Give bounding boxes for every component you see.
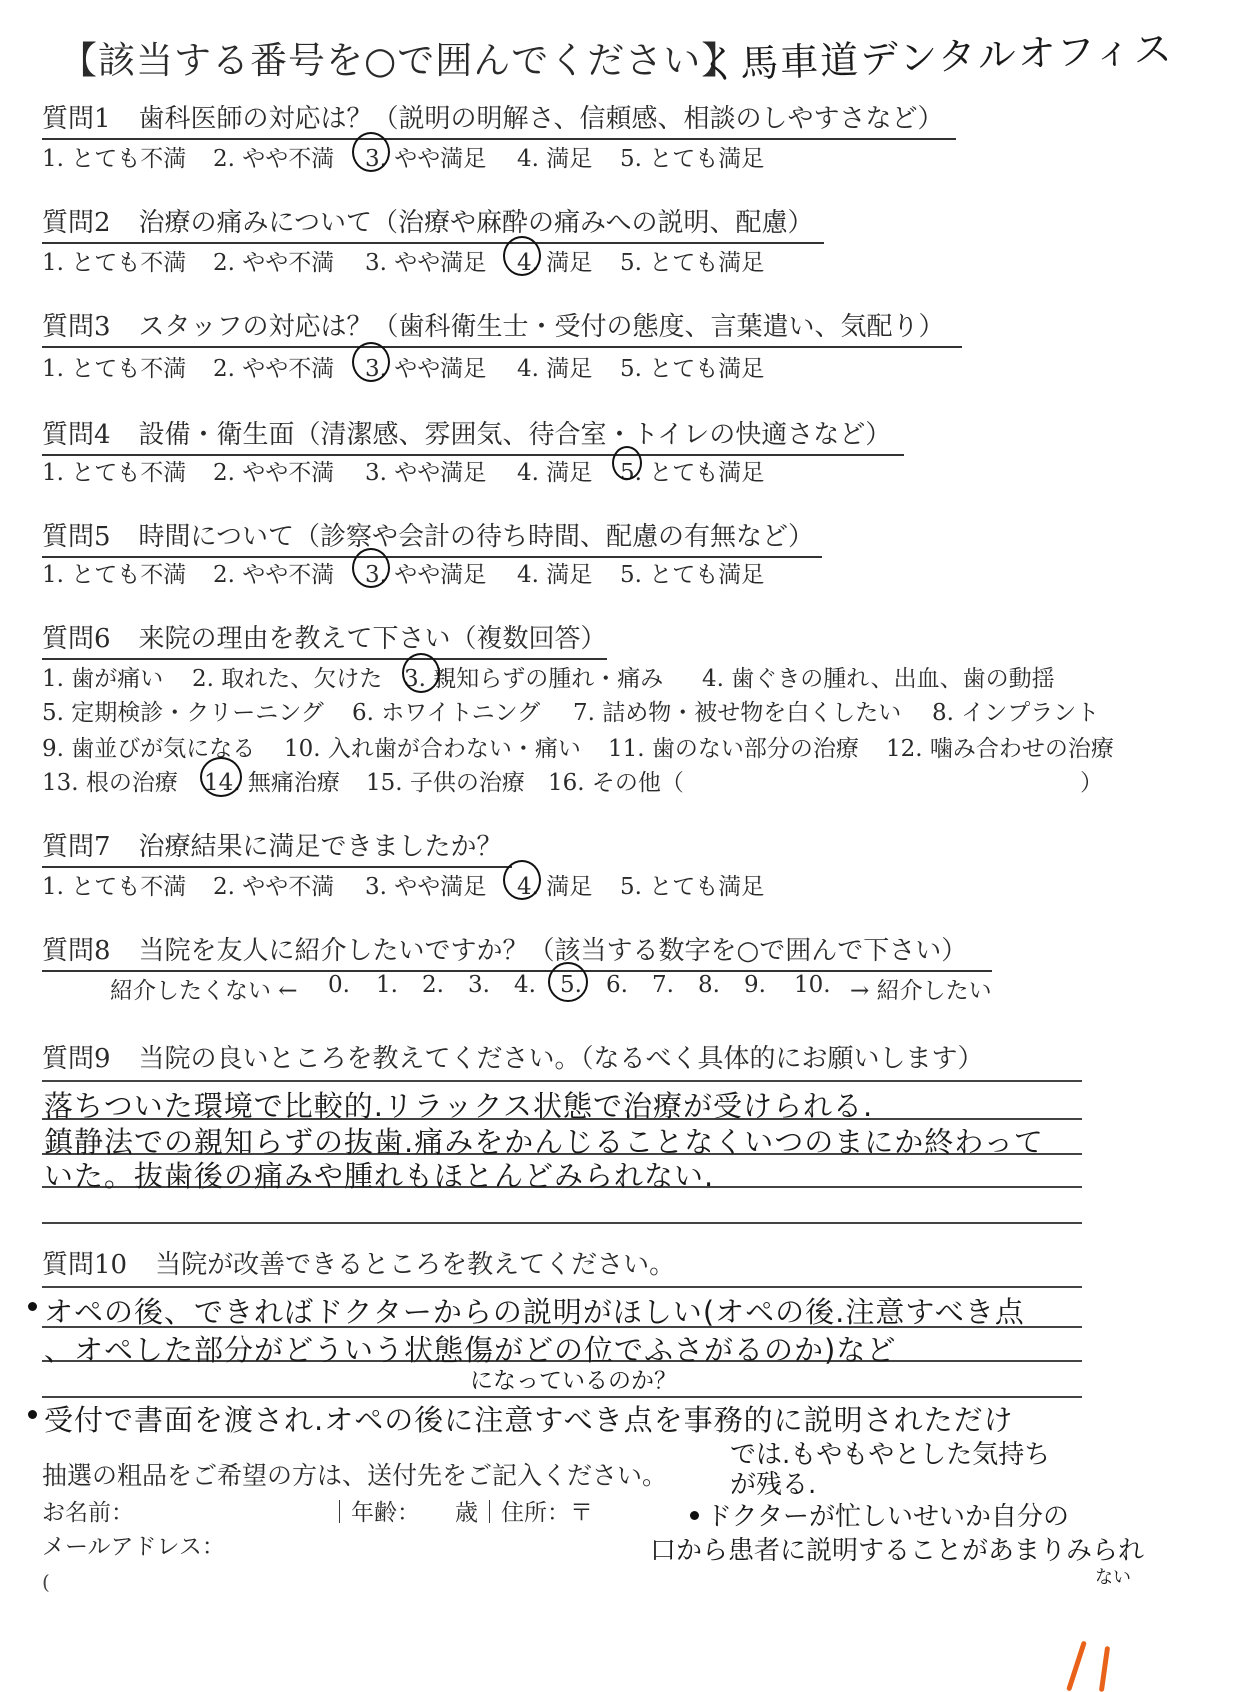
q9-answer-line-3: いた。抜歯後の痛みや腫れもほとんどみられない. bbox=[44, 1159, 715, 1193]
q5-option-5[interactable]: 5. とても満足 bbox=[620, 562, 765, 588]
recommend-score-2[interactable]: 2. bbox=[422, 972, 444, 998]
q7-option-1[interactable]: 1. とても不満 bbox=[42, 874, 187, 900]
recommend-score-8[interactable]: 8. bbox=[698, 972, 720, 998]
email-label: メールアドレス： bbox=[42, 1534, 225, 1560]
q6-reason-option[interactable]: 6. ホワイトニング bbox=[352, 700, 541, 726]
recommend-score-6[interactable]: 6. bbox=[606, 972, 628, 998]
recommend-right-label: → 紹介したい bbox=[850, 978, 992, 1004]
q5-option-1[interactable]: 1. とても不満 bbox=[42, 562, 187, 588]
q10-answer-line-7: ドクターが忙しいせいか自分の bbox=[706, 1502, 1069, 1532]
q7-option-4[interactable]: 4. 満足 bbox=[517, 874, 593, 900]
question-4-title: 質問4 設備・衛生面（清潔感、雰囲気、待合室・トイレの快適さなど） bbox=[42, 414, 904, 456]
q6-reason-option[interactable]: 11. 歯のない部分の治療 bbox=[608, 736, 859, 762]
q4-option-3[interactable]: 3. やや満足 bbox=[365, 460, 487, 486]
selection-circle bbox=[352, 342, 390, 382]
answer-line bbox=[42, 1222, 1082, 1224]
selection-circle bbox=[352, 132, 390, 172]
q5-option-3[interactable]: 3. やや満足 bbox=[365, 562, 487, 588]
name-label: お名前： bbox=[42, 1500, 134, 1526]
q6-reason-option[interactable]: 3. 親知らずの腫れ・痛み bbox=[404, 666, 664, 692]
q6-other-close: ） bbox=[1080, 770, 1103, 796]
bracket-open: ( bbox=[42, 1570, 50, 1594]
q6-reason-option[interactable]: 10. 入れ歯が合わない・痛い bbox=[284, 736, 581, 762]
q10-answer-line-9: ない bbox=[1095, 1567, 1131, 1588]
q3-option-4[interactable]: 4. 満足 bbox=[517, 356, 593, 382]
q2-option-1[interactable]: 1. とても不満 bbox=[42, 250, 187, 276]
q3-option-3[interactable]: 3. やや満足 bbox=[365, 356, 487, 382]
q3-option-1[interactable]: 1. とても不満 bbox=[42, 356, 187, 382]
recommend-score-10[interactable]: 10. bbox=[794, 972, 831, 998]
selection-circle bbox=[612, 446, 642, 480]
selection-circle bbox=[548, 962, 588, 1002]
question-5-title: 質問5 時間について（診察や会計の待ち時間、配慮の有無など） bbox=[42, 516, 822, 558]
q4-option-5[interactable]: 5. とても満足 bbox=[620, 460, 765, 486]
q10-answer-line-5: では.もやもやとした気持ち bbox=[730, 1440, 1051, 1470]
question-3-title: 質問3 スタッフの対応は？（歯科衛生士・受付の態度、言葉遣い、気配り） bbox=[42, 306, 962, 348]
q6-reason-option[interactable]: 15. 子供の治療 bbox=[366, 770, 525, 796]
q3-option-5[interactable]: 5. とても満足 bbox=[620, 356, 765, 382]
q1-option-1[interactable]: 1. とても不満 bbox=[42, 146, 187, 172]
question-6-title: 質問6 来院の理由を教えて下さい（複数回答） bbox=[42, 618, 607, 660]
recommend-left-label: 紹介したくない ← bbox=[110, 978, 298, 1004]
q1-option-5[interactable]: 5. とても満足 bbox=[620, 146, 765, 172]
recommend-score-0[interactable]: 0. bbox=[328, 972, 350, 998]
bullet-icon bbox=[690, 1511, 699, 1520]
q9-answer-line-1: 落ちついた環境で比較的.リラックス状態で治療が受けられる. bbox=[44, 1089, 874, 1123]
question-1-title: 質問1 歯科医師の対応は？（説明の明解さ、信頼感、相談のしやすさなど） bbox=[42, 98, 956, 140]
q7-option-2[interactable]: 2. やや不満 bbox=[213, 874, 335, 900]
q6-reason-option[interactable]: 4. 歯ぐきの腫れ、出血、歯の動揺 bbox=[702, 666, 1055, 692]
bullet-icon bbox=[28, 1410, 37, 1419]
recommend-score-3[interactable]: 3. bbox=[468, 972, 490, 998]
q6-reason-option[interactable]: 14. 無痛治療 bbox=[204, 770, 340, 796]
q6-reason-option[interactable]: 13. 根の治療 bbox=[42, 770, 178, 796]
prize-instruction: 抽選の粗品をご希望の方は、送付先をご記入ください。 bbox=[42, 1461, 668, 1490]
selection-circle bbox=[402, 653, 440, 693]
q7-option-5[interactable]: 5. とても満足 bbox=[620, 874, 765, 900]
selection-circle bbox=[352, 548, 390, 588]
q6-reason-option[interactable]: 8. インプラント bbox=[932, 700, 1100, 726]
question-9-title: 質問9 当院の良いところを教えてください。（なるべく具体的にお願いします） bbox=[42, 1044, 984, 1074]
recommend-score-9[interactable]: 9. bbox=[744, 972, 766, 998]
address-label: 歳｜住所：〒 bbox=[455, 1500, 593, 1526]
question-8-title: 質問8 当院を友人に紹介したいですか？（該当する数字を○で囲んで下さい） bbox=[42, 930, 992, 972]
q6-reason-option[interactable]: 5. 定期検診・クリーニング bbox=[42, 700, 324, 726]
form-title: 【該当する番号を○で囲んでください】 bbox=[60, 39, 740, 82]
recommend-score-1[interactable]: 1. bbox=[376, 972, 398, 998]
q1-option-3[interactable]: 3. やや満足 bbox=[365, 146, 487, 172]
bullet-icon bbox=[28, 1302, 37, 1311]
age-label: ｜年齢： bbox=[328, 1500, 420, 1526]
recommend-score-4[interactable]: 4. bbox=[514, 972, 536, 998]
q5-option-4[interactable]: 4. 満足 bbox=[517, 562, 593, 588]
q4-option-1[interactable]: 1. とても不満 bbox=[42, 460, 187, 486]
q1-option-4[interactable]: 4. 満足 bbox=[517, 146, 593, 172]
q5-option-2[interactable]: 2. やや不満 bbox=[213, 562, 335, 588]
pen-mark bbox=[1066, 1641, 1087, 1692]
q9-answer-line-2: 鎮静法での親知らずの抜歯.痛みをかんじることなくいつのまにか終わって bbox=[44, 1125, 1044, 1159]
question-10-title: 質問10 当院が改善できるところを教えてください。 bbox=[42, 1250, 676, 1280]
q2-option-5[interactable]: 5. とても満足 bbox=[620, 250, 765, 276]
selection-circle bbox=[503, 860, 541, 900]
selection-circle bbox=[200, 757, 242, 797]
answer-line bbox=[42, 1286, 1082, 1288]
q10-answer-line-2: 、オペした部分がどういう状態傷がどの位でふさがるのか)など bbox=[44, 1333, 897, 1367]
answer-line bbox=[42, 1080, 1082, 1082]
q2-option-2[interactable]: 2. やや不満 bbox=[213, 250, 335, 276]
selection-circle bbox=[503, 236, 541, 276]
q6-reason-option[interactable]: 2. 取れた、欠けた bbox=[192, 666, 383, 692]
q6-reason-option[interactable]: 12. 噛み合わせの治療 bbox=[886, 736, 1114, 762]
q6-reason-option[interactable]: 9. 歯並びが気になる bbox=[42, 736, 256, 762]
clinic-name-handwritten: く馬車道デンタルオフィス bbox=[699, 26, 1175, 88]
q10-answer-line-1: オペの後、できればドクターからの説明がほしい(オペの後.注意すべき点 bbox=[44, 1295, 1025, 1329]
recommend-score-7[interactable]: 7. bbox=[652, 972, 674, 998]
q7-option-3[interactable]: 3. やや満足 bbox=[365, 874, 487, 900]
q4-option-2[interactable]: 2. やや不満 bbox=[213, 460, 335, 486]
q1-option-2[interactable]: 2. やや不満 bbox=[213, 146, 335, 172]
q2-option-3[interactable]: 3. やや満足 bbox=[365, 250, 487, 276]
q2-option-4[interactable]: 4. 満足 bbox=[517, 250, 593, 276]
recommend-score-5[interactable]: 5. bbox=[560, 972, 582, 998]
q10-answer-line-8: 口から患者に説明することがあまりみられ bbox=[650, 1536, 1145, 1566]
question-2-title: 質問2 治療の痛みについて（治療や麻酔の痛みへの説明、配慮） bbox=[42, 202, 824, 244]
q10-answer-line-6: が残る. bbox=[730, 1470, 817, 1500]
question-7-title: 質問7 治療結果に満足できましたか？ bbox=[42, 826, 512, 868]
q4-option-4[interactable]: 4. 満足 bbox=[517, 460, 593, 486]
pen-mark bbox=[1099, 1646, 1110, 1692]
q6-reason-option[interactable]: 1. 歯が痛い bbox=[42, 666, 164, 692]
q3-option-2[interactable]: 2. やや不満 bbox=[213, 356, 335, 382]
q6-reason-option[interactable]: 16. その他（ bbox=[548, 770, 684, 796]
q10-answer-line-3: になっているのか？ bbox=[470, 1368, 677, 1394]
q10-answer-line-4: 受付で書面を渡され.オペの後に注意すべき点を事務的に説明されただけ bbox=[44, 1403, 1014, 1437]
q6-reason-option[interactable]: 7. 詰め物・被せ物を白くしたい bbox=[573, 700, 902, 726]
